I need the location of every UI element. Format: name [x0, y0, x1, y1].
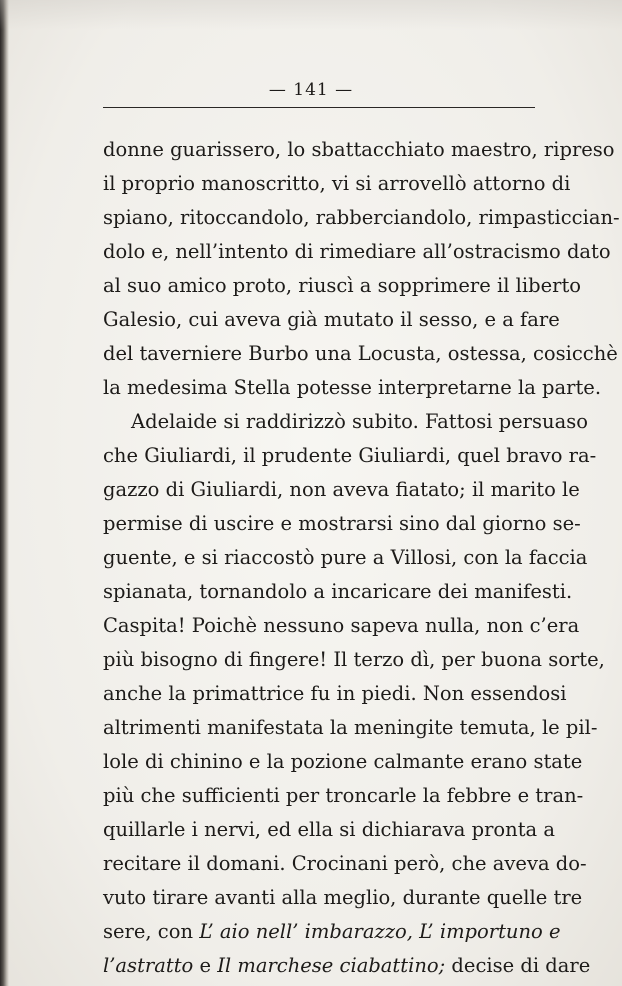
- text-segment: sere, con: [103, 920, 200, 943]
- italic-title: L’ aio nell’ imbarazzo,: [199, 920, 413, 943]
- paragraph-start-line: Adelaide si raddirizzò subito. Fattosi persuaso: [131, 410, 588, 433]
- text-line: donne guarissero, lo sbattacchiato maestro, ripreso: [103, 138, 615, 161]
- text-line: la medesima Stella potesse interpretarne la parte.: [103, 376, 602, 399]
- italic-title: Il marchese ciabattino;: [217, 954, 446, 977]
- text-line: dolo e, nell’intento di rimediare all’ostracismo dato: [103, 240, 611, 263]
- text-line-with-titles: [103, 915, 561, 949]
- text-line: altrimenti manifestata la meningite temuta, le pil-: [103, 716, 598, 739]
- page-top-shadow: [0, 0, 622, 30]
- italic-title: l’astratto: [103, 954, 194, 977]
- text-segment: e: [193, 954, 218, 977]
- text-line: gazzo di Giuliardi, non aveva fiatato; il marito le: [103, 478, 580, 501]
- page-number: — 141 —: [268, 80, 354, 100]
- text-line: recitare il domani. Crocinani però, che aveva do-: [103, 852, 587, 875]
- text-line: del taverniere Burbo una Locusta, ostessa, cosicchè: [103, 342, 618, 365]
- body-text: [103, 133, 620, 983]
- text-segment: decise di dare: [445, 954, 591, 977]
- text-line: Caspita! Poichè nessuno sapeva nulla, non c’era: [103, 614, 580, 637]
- text-line: spiano, ritoccandolo, rabberciandolo, rimpasticcian-: [103, 206, 620, 229]
- text-line: Galesio, cui aveva già mutato il sesso, e a fare: [103, 308, 560, 331]
- text-line-with-titles: [103, 949, 591, 983]
- italic-title: L’ importuno e: [419, 920, 561, 943]
- text-line: anche la primattrice fu in piedi. Non essendosi: [103, 682, 567, 705]
- text-line: permise di uscire e mostrarsi sino dal giorno se-: [103, 512, 581, 535]
- text-line: al suo amico proto, riuscì a sopprimere il liberto: [103, 274, 582, 297]
- binding-edge: [0, 0, 9, 986]
- text-line: guente, e si riaccostò pure a Villosi, con la faccia: [103, 546, 588, 569]
- text-line: quillarle i nervi, ed ella si dichiarava pronta a: [103, 818, 555, 841]
- header-rule: [103, 107, 535, 108]
- text-line: lole di chinino e la pozione calmante erano state: [103, 750, 583, 773]
- text-line: spianata, tornandolo a incaricare dei manifesti.: [103, 580, 573, 603]
- text-line: vuto tirare avanti alla meglio, durante quelle tre: [103, 886, 583, 909]
- text-line: il proprio manoscritto, vi si arrovellò attorno di: [103, 172, 571, 195]
- text-line: più che sufficienti per troncarle la febbre e tran-: [103, 784, 584, 807]
- text-line: più bisogno di fingere! Il terzo dì, per buona sorte,: [103, 648, 605, 671]
- text-line: che Giuliardi, il prudente Giuliardi, quel bravo ra-: [103, 444, 597, 467]
